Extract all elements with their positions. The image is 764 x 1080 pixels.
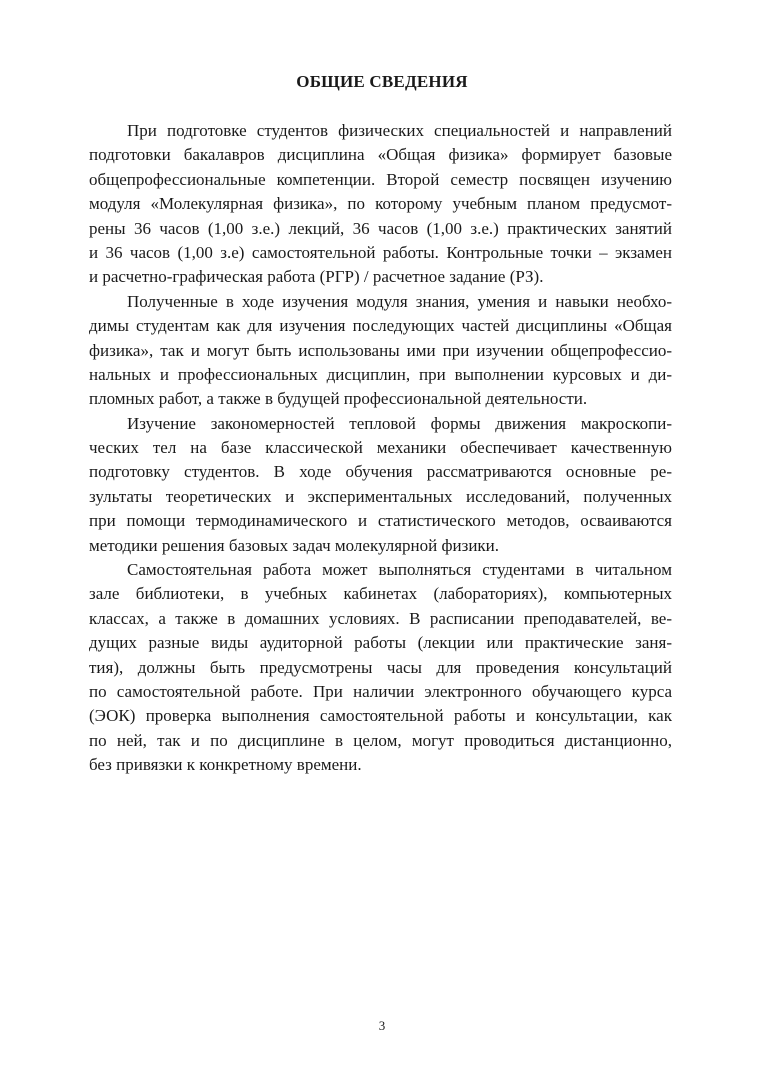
body-text (89, 119, 672, 778)
paragraph-line: ческих тел на базе классической механики обеспечивает качественную (89, 438, 672, 458)
paragraph-line: модуля «Молекулярная физика», по которому учебным планом предусмот- (89, 194, 672, 214)
paragraph-4 (89, 558, 672, 778)
paragraph-line: зультаты теоретических и экспериментальных исследований, полученных (89, 486, 672, 506)
paragraph-line: Полученные в ходе изучения модуля знания, умения и навыки необхо- (127, 291, 672, 311)
paragraph-line: При подготовке студентов физических специальностей и направлений (127, 121, 672, 140)
paragraph-line: общепрофессиональные компетенции. Второй семестр посвящен изучению (89, 169, 672, 189)
paragraph-line: по ней, так и по дисциплине в целом, могут проводиться дистанционно, (89, 730, 672, 750)
paragraph-line: по самостоятельной работе. При наличии электронного обучающего курса (89, 681, 672, 701)
paragraph-line: классах, а также в домашних условиях. В расписании преподавателей, ве- (89, 608, 672, 628)
paragraph-1 (89, 119, 672, 290)
paragraph-line: рены 36 часов (1,00 з.е.) лекций, 36 часов (1,00 з.е.) практических занятий (89, 218, 672, 238)
paragraph-line: Изучение закономерностей тепловой формы движения макроскопи- (127, 413, 672, 433)
paragraph-line: Самостоятельная работа может выполняться студентами в читальном (127, 560, 672, 580)
paragraph-line: подготовки бакалавров дисциплина «Общая физика» формирует базовые (89, 145, 672, 165)
paragraph-2 (89, 290, 672, 412)
paragraph-line: физика», так и могут быть использованы ими при изучении общепрофессио- (89, 340, 672, 360)
paragraph-line: димы студентам как для изучения последующих частей дисциплины «Общая (89, 316, 672, 336)
page-title: ОБЩИЕ СВЕДЕНИЯ (296, 72, 468, 91)
paragraph-line: без привязки к конкретному времени. (89, 755, 362, 775)
paragraph-line: зале библиотеки, в учебных кабинетах (лабораториях), компьютерных (89, 584, 672, 604)
paragraph-line: пломных работ, а также в будущей профессиональной деятельности. (89, 389, 588, 409)
paragraph-line: методики решения базовых задач молекулярной физики. (89, 535, 500, 555)
paragraph-3 (89, 412, 672, 558)
paragraph-line: и 36 часов (1,00 з.е) самостоятельной работы. Контрольные точки – экзамен (89, 242, 672, 262)
paragraph-line: (ЭОК) проверка выполнения самостоятельной работы и консультации, как (89, 706, 672, 726)
page-number: 3 (378, 1018, 386, 1033)
paragraph-line: и расчетно-графическая работа (РГР) / расчетное задание (РЗ). (89, 267, 544, 287)
paragraph-line: при помощи термодинамического и статистического методов, осваиваются (89, 511, 672, 531)
paragraph-line: подготовку студентов. В ходе обучения рассматриваются основные ре- (89, 462, 672, 482)
paragraph-line: нальных и профессиональных дисциплин, при выполнении курсовых и ди- (89, 364, 672, 384)
paragraph-line: дущих разные виды аудиторной работы (лекции или практические заня- (89, 633, 672, 653)
paragraph-line: тия), должны быть предусмотрены часы для проведения консультаций (89, 657, 672, 677)
